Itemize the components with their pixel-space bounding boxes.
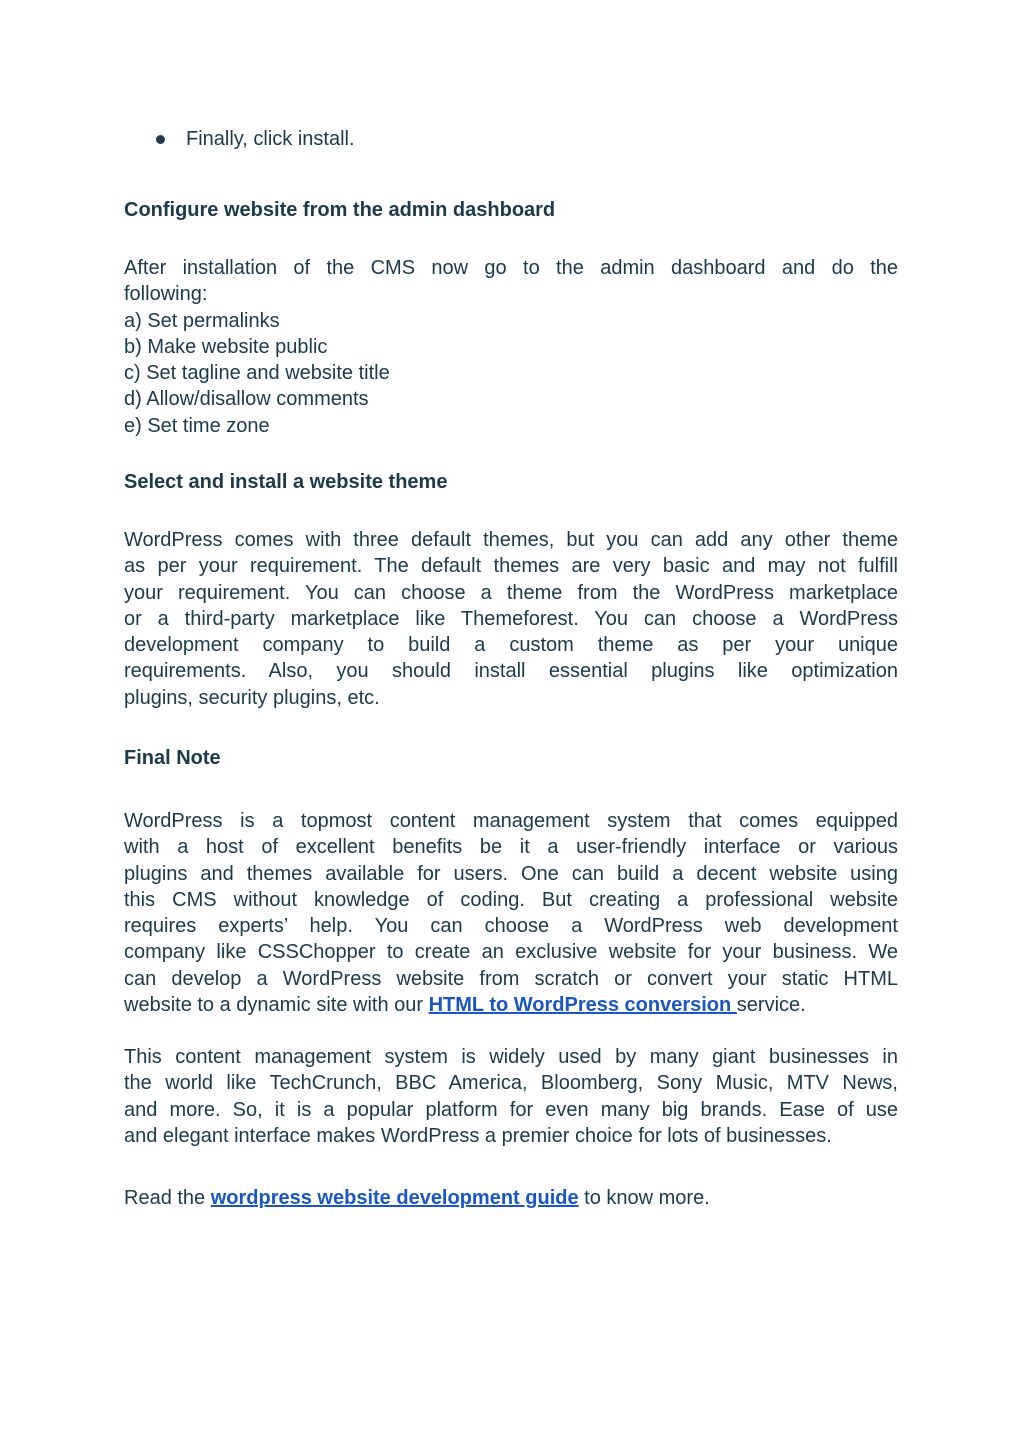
configure-paragraph: [124, 255, 898, 439]
theme-paragraph: [124, 527, 898, 711]
theme-line: or a third-party marketplace like Themeforest. You can choose a WordPress: [124, 607, 898, 630]
bullet-text: Finally, click install.: [186, 128, 355, 150]
read-prefix: Read the: [124, 1187, 211, 1209]
final-last-suffix: service.: [736, 994, 806, 1017]
theme-line: your requirement. You can choose a theme from the WordPress marketplace: [124, 581, 898, 604]
configure-intro-line: After installation of the CMS now go to the admin dashboard and do the: [124, 257, 898, 279]
heading-theme: Select and install a website theme: [124, 471, 448, 493]
final-p2-line: the world like TechCrunch, BBC America, Bloomberg, Sony Music, MTV News,: [124, 1072, 898, 1095]
final-line: this CMS without knowledge of coding. But creating a professional website: [124, 888, 898, 911]
configure-intro-line: following:: [124, 283, 208, 306]
final-paragraph-2: [124, 1044, 898, 1149]
read-suffix: to know more.: [578, 1187, 710, 1209]
heading-final-note: Final Note: [124, 747, 221, 769]
configure-list-item: a) Set permalinks: [124, 309, 280, 332]
theme-line: WordPress comes with three default themes, but you can add any other theme: [124, 529, 898, 551]
theme-line: plugins, security plugins, etc.: [124, 686, 380, 709]
final-p2-line: and elegant interface makes WordPress a premier choice for lots of businesses.: [124, 1124, 832, 1147]
final-p2-line: This content management system is widely used by many giant businesses in: [124, 1046, 898, 1068]
final-paragraph-1: [124, 808, 898, 1018]
final-line: plugins and themes available for users. One can build a decent website using: [124, 862, 898, 885]
configure-list-item: c) Set tagline and website title: [124, 362, 390, 385]
final-last-line: [124, 992, 898, 1018]
configure-list-item: d) Allow/disallow comments: [124, 388, 369, 411]
read-more-text: [124, 1185, 898, 1211]
bullet-item: [124, 126, 898, 152]
final-line: with a host of excellent benefits be it a user-friendly interface or various: [124, 836, 898, 859]
bullet-dot-icon: [156, 135, 165, 144]
theme-line: as per your requirement. The default themes are very basic and may not fulfill: [124, 555, 898, 578]
heading-configure: Configure website from the admin dashboard: [124, 199, 556, 221]
final-line: can develop a WordPress website from scratch or convert your static HTML: [124, 967, 898, 990]
theme-line: requirements. Also, you should install essential plugins like optimization: [124, 660, 898, 683]
wordpress-development-guide-link[interactable]: wordpress website development guide: [210, 1187, 579, 1209]
final-line: company like CSSChopper to create an exclusive website for your business. We: [124, 941, 898, 964]
final-last-prefix: website to a dynamic site with our: [124, 994, 429, 1017]
configure-list-item: e) Set time zone: [124, 414, 270, 437]
final-line: WordPress is a topmost content management system that comes equipped: [124, 810, 898, 832]
theme-line: development company to build a custom theme as per your unique: [124, 634, 898, 657]
final-line: requires experts’ help. You can choose a WordPress web development: [124, 915, 898, 938]
final-p2-line: and more. So, it is a popular platform for even many big brands. Ease of use: [124, 1098, 898, 1121]
read-more-line: [124, 1185, 898, 1211]
html-to-wordpress-conversion-link[interactable]: HTML to WordPress conversion: [428, 994, 737, 1017]
configure-list-item: b) Make website public: [124, 335, 328, 358]
